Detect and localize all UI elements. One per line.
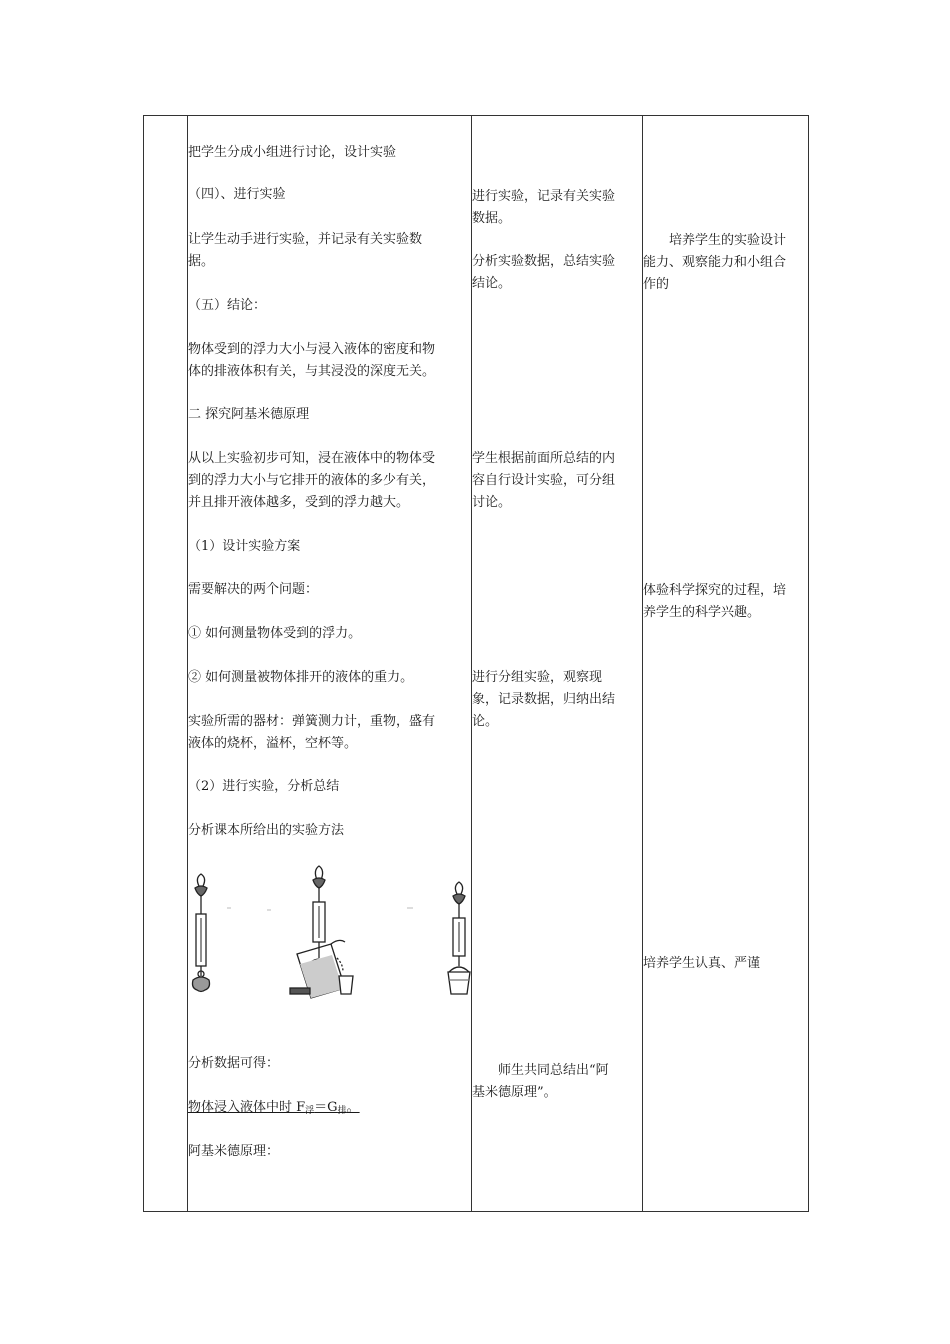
section-heading: （2）进行实验，分析总结 xyxy=(188,779,340,794)
text-line: 师生共同总结出“阿 xyxy=(472,1063,609,1078)
formula-text: 。 xyxy=(346,1100,360,1115)
spring-scale-3 xyxy=(448,882,470,994)
column-divider xyxy=(187,116,188,1211)
text-line: 结论。 xyxy=(472,276,512,291)
text-line: 把学生分成小组进行讨论，设计实验 xyxy=(188,145,397,160)
formula-text: 物体浸入液体中时 F xyxy=(188,1100,306,1115)
text-line: 让学生动手进行实验，并记录有关实验数 xyxy=(188,232,423,247)
text-line: 讨论。 xyxy=(472,495,512,510)
text-line: 液体的烧杯，溢杯，空杯等。 xyxy=(188,736,358,751)
text-line: 体的排液体积有关，与其浸没的深度无关。 xyxy=(188,364,436,379)
section-heading: 二 探究阿基米德原理 xyxy=(188,407,310,422)
section-heading: （1）设计实验方案 xyxy=(188,539,301,554)
text-line: 阿基米德原理： xyxy=(188,1144,280,1159)
text-line: 能力、观察能力和小组合 xyxy=(643,255,787,270)
section-heading: （五）结论： xyxy=(188,298,267,313)
formula-subscript: 浮 xyxy=(305,1106,315,1116)
text-line: 体验科学探究的过程，培 xyxy=(643,583,787,598)
text-line: 到的浮力大小与它排开的液体的多少有关， xyxy=(188,473,436,488)
formula-text: ＝G xyxy=(314,1100,338,1115)
text-line: 分析数据可得： xyxy=(188,1056,280,1071)
text-line: 作的 xyxy=(643,277,670,292)
text-line: 需要解决的两个问题： xyxy=(188,582,319,597)
text-line: 培养学生认真、严谨 xyxy=(643,956,761,971)
text-line: 进行分组实验，观察现 xyxy=(472,670,603,685)
text-line: 容自行设计实验，可分组 xyxy=(472,473,616,488)
text-line: 论。 xyxy=(472,714,499,729)
formula-subscript: 排 xyxy=(337,1106,347,1116)
text-line: 实验所需的器材：弹簧测力计，重物，盛有 xyxy=(188,714,436,729)
text-line: 分析课本所给出的实验方法 xyxy=(188,823,345,838)
text-line: 象，记录数据，归纳出结 xyxy=(472,692,616,707)
text-line: 分析实验数据，总结实验 xyxy=(472,254,616,269)
formula-line xyxy=(188,1097,360,1122)
text-line: 基米德原理”。 xyxy=(472,1085,557,1100)
text-line: 进行实验，记录有关实验 xyxy=(472,189,616,204)
text-line: 物体受到的浮力大小与浸入液体的密度和物 xyxy=(188,342,436,357)
section-heading: （四）、进行实验 xyxy=(188,187,286,202)
text-line: 学生根据前面所总结的内 xyxy=(472,451,616,466)
text-line: 据。 xyxy=(188,254,215,269)
text-line: 从以上实验初步可知，浸在液体中的物体受 xyxy=(188,451,436,466)
list-item: ① 如何测量物体受到的浮力。 xyxy=(188,626,362,641)
text-line: 养学生的科学兴趣。 xyxy=(643,605,761,620)
text-line: 数据。 xyxy=(472,211,512,226)
experiment-illustration xyxy=(187,858,471,1006)
spring-scale-1 xyxy=(193,874,210,992)
list-item: ② 如何测量被物体排开的液体的重力。 xyxy=(188,670,414,685)
text-line: 培养学生的实验设计 xyxy=(643,233,787,248)
text-line: 并且排开液体越多，受到的浮力越大。 xyxy=(188,495,410,510)
